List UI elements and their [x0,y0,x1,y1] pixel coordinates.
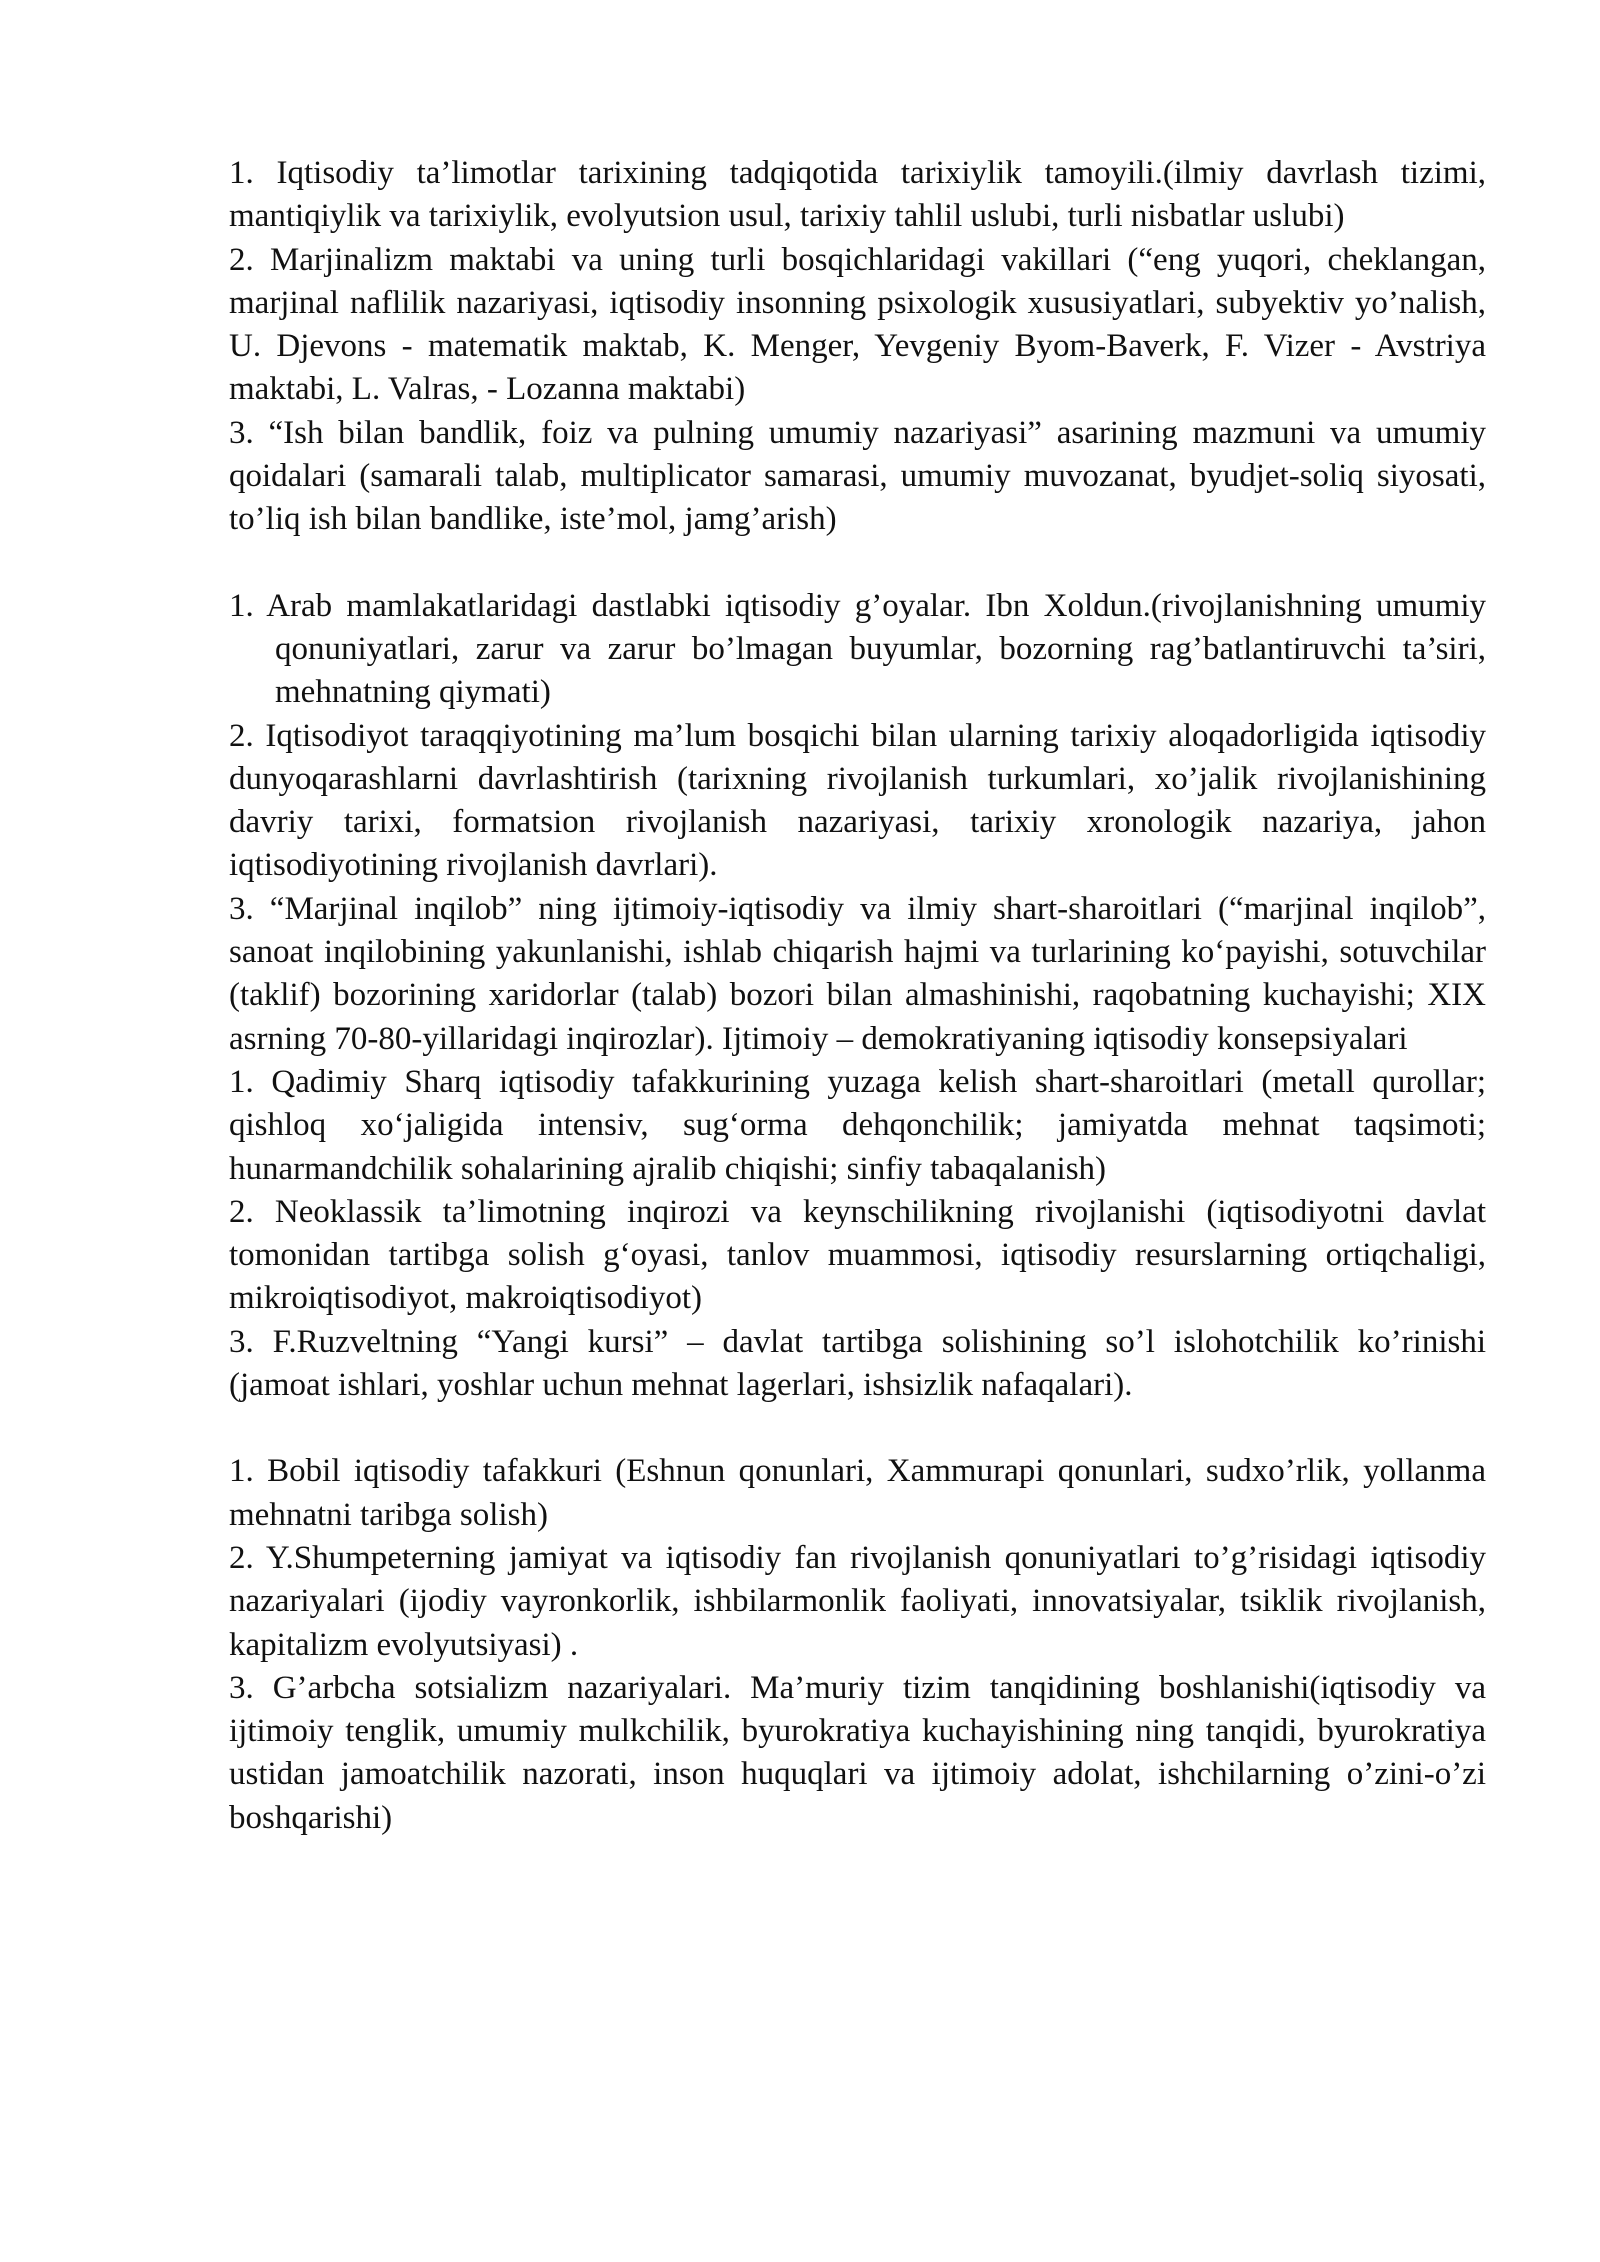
question-item: 2. Neoklassik ta’limotning inqirozi va keynschilikning rivojlanishi (iqtisodiyotni davlat tomonidan tartibga solish g‘oyasi, tanlov muammosi, iqtisodiy resurslarning ortiqchaligi, mikroiqtisodiyot, makroiqtisodiyot) [229,1193,1486,1317]
question-item: 1. Iqtisodiy ta’limotlar tarixining tadqiqotida tarixiylik tamoyili.(ilmiy davrlash tizimi, mantiqiylik va tarixiylik, evolyutsion usul, tarixiy tahlil uslubi, turli nisbatlar uslubi) [229,155,1486,235]
question-item: 3. “Marjinal inqilob” ning ijtimoiy-iqtisodiy va ilmiy shart-sharoitlari (“marjinal inqilob”, sanoat inqilobining yakunlanishi, ishlab chiqarish hajmi va turlarining ko‘payishi, sotuvchilar (taklif) bozorining xaridorlar (talab) bozori bilan almashinishi, raqobatning kuchayishi; XIX asrning 70-80-yillaridagi inqirozlar). Ijtimoiy – demokratiyaning iqtisodiy konsepsiyalari [229,890,1486,1057]
question-group-3 [229,1450,1486,1840]
question-item: 2. Marjinalizm maktabi va uning turli bosqichlaridagi vakillari (“eng yuqori, cheklangan, marjinal naflilik nazariyasi, iqtisodiy insonning psixologik xususiyatlari, subyektiv yo’nalish, U. Djevons - matematik maktab, K. Menger, Yevgeniy Byom-Baverk, F. Vizer - Avstriya maktabi, L. Valras, - Lozanna maktabi) [229,241,1486,408]
question-item: 1. Qadimiy Sharq iqtisodiy tafakkurining yuzaga kelish shart-sharoitlari (metall qurollar; qishloq xo‘jaligida intensiv, sug‘orma dehqonchilik; jamiyatda mehnat taqsimoti; hunarmandchilik sohalarining ajralib chiqishi; sinfiy tabaqalanish) [229,1063,1486,1187]
document-body [229,152,1486,1840]
question-item: 2. Iqtisodiyot taraqqiyotining ma’lum bosqichi bilan ularning tarixiy aloqadorligida iqtisodiy dunyoqarashlarni davrlashtirish (tarixning rivojlanish turkumlari, xo’jalik rivojlanishining davriy tarixi, formatsion rivojlanish nazariyasi, tarixiy xronologik nazariya, jahon iqtisodiyotining rivojlanish davrlari). [229,717,1486,884]
question-item: 3. G’arbcha sotsializm nazariyalari. Ma’muriy tizim tanqidining boshlanishi(iqtisodiy va ijtimoiy tenglik, umumiy mulkchilik, byurokratiya kuchayishining ning tanqidi, byurokratiya ustidan jamoatchilik nazorati, inson huquqlari va ijtimoiy adolat, ishchilarning o’zini-o’zi boshqarishi) [229,1669,1486,1836]
question-item: 3. F.Ruzveltning “Yangi kursi” – davlat tartibga solishining so’l islohotchilik ko’rinishi (jamoat ishlari, yoshlar uchun mehnat lagerlari, ishsizlik nafaqalari). [229,1323,1486,1404]
question-item: 1. Bobil iqtisodiy tafakkuri (Eshnun qonunlari, Xammurapi qonunlari, sudxo’rlik, yollanma mehnatni taribga solish) [229,1453,1486,1533]
blank-line [229,1407,1486,1450]
question-group-2 [229,585,1486,1408]
blank-line [229,542,1486,585]
question-item: 3. “Ish bilan bandlik, foiz va pulning umumiy nazariyasi” asarining mazmuni va umumiy qoidalari (samarali talab, multiplicator samarasi, umumiy muvozanat, byudjet-soliq siyosati, to’liq ish bilan bandlike, iste’mol, jamg’arish) [229,414,1486,538]
question-item: 2. Y.Shumpeterning jamiyat va iqtisodiy fan rivojlanish qonuniyatlari to’g’risidagi iqtisodiy nazariyalari (ijodiy vayronkorlik, ishbilarmonlik faoliyati, innovatsiyalar, tsiklik rivojlanish, kapitalizm evolyutsiyasi) . [229,1539,1486,1663]
question-group-1 [229,152,1486,542]
question-item: 1. Arab mamlakatlaridagi dastlabki iqtisodiy g’oyalar. Ibn Xoldun.(rivojlanishning umumiy qonuniyatlari, zarur va zarur bo’lmagan buyumlar, bozorning rag’batlantiruvchi ta’siri, mehnatning qiymati) [229,587,1486,711]
